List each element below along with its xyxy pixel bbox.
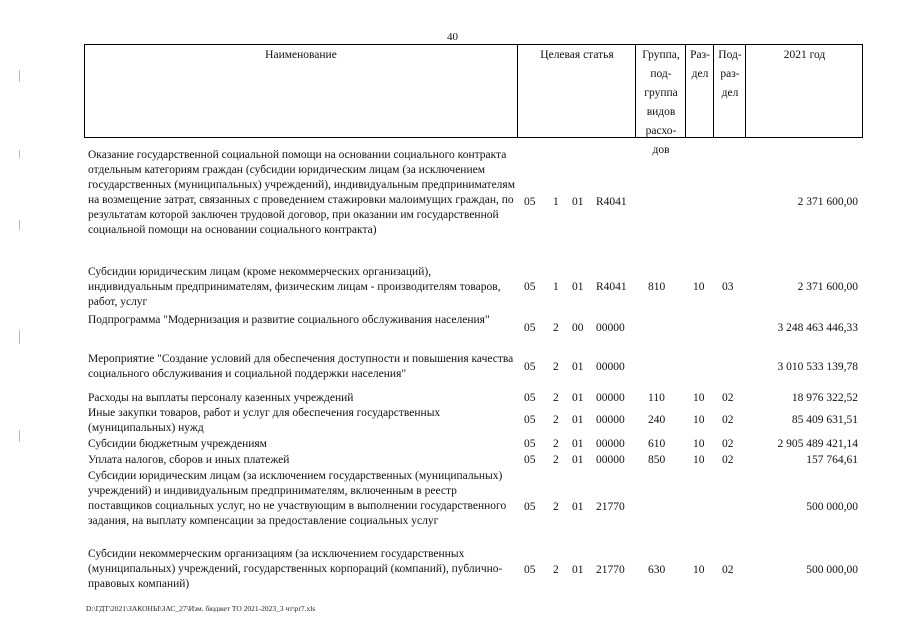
- row-amount: 2 371 600,00: [797, 196, 858, 208]
- row-amount: 500 000,00: [806, 501, 858, 513]
- file-path-footer: D:\ГДТ\2021\ЗАКОНЫ\ЗАС_27\Изм. бюджет ТО 2021-2023_3 чт\pr7.xls: [86, 604, 316, 613]
- row-name: Иные закупки товаров, работ и услуг для обеспечения государственных (муниципальных) нужд: [88, 407, 441, 434]
- row-amount: 2 905 489 421,14: [777, 438, 858, 450]
- table-row: Расходы на выплаты персоналу казенных учреждений 05 2 01 00000 110 10 02 18 976 322,52: [88, 392, 858, 404]
- row-name: Уплата налогов, сборов и иных платежей: [88, 454, 290, 466]
- header-name: Наименование: [265, 49, 337, 61]
- header-subsection: Под- раз- дел: [713, 45, 746, 137]
- row-amount: 18 976 322,52: [791, 392, 858, 404]
- row-name: Расходы на выплаты персоналу казенных учреждений: [88, 392, 354, 404]
- table-row: Субсидии бюджетным учреждениям 05 2 01 00000 610 10 02 2 905 489 421,14: [88, 438, 858, 450]
- row-name: Субсидии юридическим лицам (за исключением государственных (муниципальных) учреждений) и индивидуальным предпринимателям, включенным в реестр поставщиков социальных услуг, но не участвующим в выполнении государственного задания, на выплату компенсации за предоставление социальных услуг: [88, 470, 507, 527]
- row-amount: 157 764,61: [806, 454, 858, 466]
- table-row: Оказание государственной социальной помощи на основании социального контракта отдельным категориям граждан (субсидии юридическим лицам (за исключением государственных (муниципальных) учреждений), индивидуальным предпринимателям на возмещение затрат, связанных с проведением стажировки малоимущих граждан, по результатам которой заключен трудовой договор, при оказании им государственной социальной помощи на основании социального контракта) 05 1 01 R4041 2 371 600,00: [88, 149, 858, 236]
- table-row: Субсидии некоммерческим организациям (за исключением государственных (муниципальных) учреждений, государственных корпораций (компаний), публично-правовых компаний) 05 2 01 21770 630 10 02 500 000,00: [88, 548, 858, 590]
- page-number: 40: [447, 31, 458, 43]
- scan-mark: [19, 430, 20, 442]
- header-year: 2021 год: [745, 45, 863, 137]
- header-group: Группа, под- группа видов расхо- дов: [635, 45, 686, 137]
- row-name: Субсидии юридическим лицам (кроме некоммерческих организаций), индивидуальным предпринимателям, физическим лицам - производителям товаров, работ, услуг: [88, 266, 501, 308]
- row-name: Субсидии бюджетным учреждениям: [88, 438, 267, 450]
- scan-mark: [19, 220, 20, 230]
- scan-mark: [19, 330, 20, 344]
- row-name: Оказание государственной социальной помощи на основании социального контракта отдельным категориям граждан (субсидии юридическим лицам (за исключением государственных (муниципальных) учреждений), индивидуальным предпринимателям на возмещение затрат, связанных с проведением стажировки малоимущих граждан, по результатам которой заключен трудовой договор, при оказании им государственной социальной помощи на основании социального контракта): [88, 149, 515, 236]
- table-header: [84, 44, 863, 156]
- table-row: Иные закупки товаров, работ и услуг для обеспечения государственных (муниципальных) нужд 05 2 01 00000 240 10 02 85 409 631,51: [88, 407, 858, 434]
- table-row: Субсидии юридическим лицам (за исключением государственных (муниципальных) учреждений) и индивидуальным предпринимателям, включенным в реестр поставщиков социальных услуг, но не участвующим в выполнении государственного задания, на выплату компенсации за предоставление социальных услуг 05 2 01 21770 500 000,00: [88, 470, 858, 527]
- row-name: Подпрограмма "Модернизация и развитие социального обслуживания населения": [88, 314, 490, 326]
- scan-mark: [19, 70, 20, 82]
- table-row: Уплата налогов, сборов и иных платежей 05 2 01 00000 850 10 02 157 764,61: [88, 454, 858, 466]
- table-row: Мероприятие "Создание условий для обеспечения доступности и повышения качества социального обслуживания и социальной поддержки населения" 05 2 01 00000 3 010 533 139,78: [88, 353, 858, 380]
- row-amount: 85 409 631,51: [791, 414, 858, 426]
- row-amount: 3 248 463 446,33: [777, 322, 858, 334]
- header-target: Целевая статья: [517, 45, 636, 137]
- table-row: Подпрограмма "Модернизация и развитие социального обслуживания населения" 05 2 00 00000 3 248 463 446,33: [88, 314, 858, 334]
- row-amount: 3 010 533 139,78: [777, 361, 858, 373]
- row-name: Субсидии некоммерческим организациям (за исключением государственных (муниципальных) учреждений, государственных корпораций (компаний), публично-правовых компаний): [88, 548, 503, 590]
- row-amount: 2 371 600,00: [797, 281, 858, 293]
- row-amount: 500 000,00: [806, 564, 858, 576]
- row-name: Мероприятие "Создание условий для обеспечения доступности и повышения качества социального обслуживания и социальной поддержки населения": [88, 353, 514, 380]
- table-row: Субсидии юридическим лицам (кроме некоммерческих организаций), индивидуальным предпринимателям, физическим лицам - производителям товаров, работ, услуг 05 1 01 R4041 810 10 03 2 371 600,00: [88, 266, 858, 308]
- header-section: Раз- дел: [685, 45, 714, 137]
- scan-mark: [19, 150, 20, 158]
